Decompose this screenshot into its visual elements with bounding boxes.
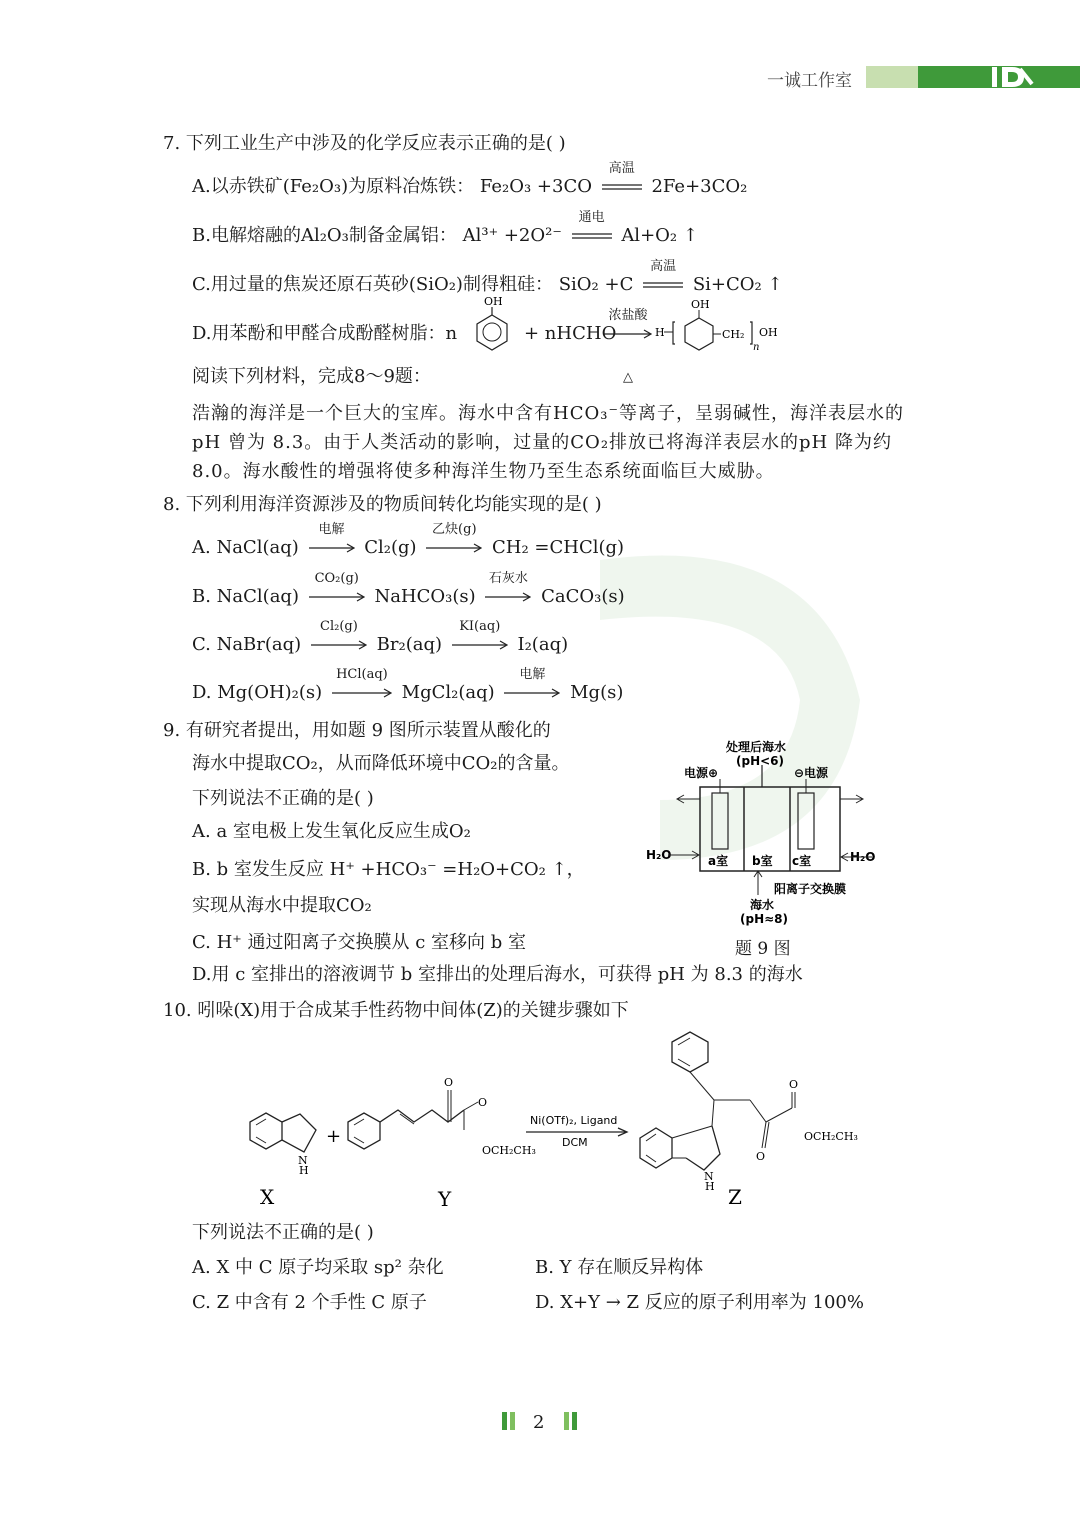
compound-y-structure-icon xyxy=(348,1076,536,1157)
fig-h2o-left: H₂O xyxy=(646,848,672,862)
q10-option-a: A. X 中 C 原子均采取 sp² 杂化 xyxy=(192,1257,444,1278)
label-z: Z xyxy=(728,1185,742,1209)
header-bar-light xyxy=(866,66,920,88)
page-bar-left-2 xyxy=(510,1412,515,1430)
q7-d-text: D.用苯酚和甲醛合成酚醛树脂：n xyxy=(192,323,458,344)
y-ester-label: OCH₂CH₃ xyxy=(482,1144,536,1157)
q7-a-left: Fe₂O₃ +3CO xyxy=(479,176,592,197)
q8-a-end: CH₂ =CHCl(g) xyxy=(492,537,625,558)
fig-power-left: 电源⊕ xyxy=(684,766,719,780)
q8-d-arrow-2 xyxy=(504,667,560,698)
q8-a-mid: Cl₂(g) xyxy=(364,537,417,558)
fig-power-right: ⊖电源 xyxy=(794,766,829,780)
studio-logo-icon xyxy=(990,64,1036,90)
fig-membrane-label: 阳离子交换膜 xyxy=(774,882,847,896)
q7-d-mid: + nHCHO xyxy=(524,323,617,344)
fig-h2o-right: H₂O xyxy=(850,850,876,864)
q7-c-right: Si+CO₂ ↑ xyxy=(692,274,783,295)
q8-d-start: D. Mg(OH)₂(s) xyxy=(192,682,323,703)
q8-a-arrow-1 xyxy=(309,522,355,553)
q7-a-text: A.以赤铁矿(Fe₂O₃)为原料冶炼铁： xyxy=(192,176,475,197)
fig-9-caption: 题 9 图 xyxy=(735,939,791,959)
q7-option-c xyxy=(192,259,783,295)
page-bar-right-2 xyxy=(572,1412,577,1430)
q7-c-left: SiO₂ +C xyxy=(558,274,634,295)
plus-sign: + xyxy=(326,1126,342,1147)
q8-c-arrow-1 xyxy=(311,619,367,650)
fig-top-label-2: (pH<6) xyxy=(736,754,785,768)
reading-intro: 阅读下列材料，完成8～9题： xyxy=(192,366,431,387)
reading-line-1: 浩瀚的海洋是一个巨大的宝库。海水中含有HCO₃⁻等离子，呈弱碱性，海洋表层水的 xyxy=(192,403,904,424)
page-number: 2 xyxy=(533,1412,545,1433)
q10-ask: 下列说法不正确的是( ) xyxy=(192,1222,374,1243)
q8-b-start: B. NaCl(aq) xyxy=(192,586,299,607)
q8-a-arrow-2 xyxy=(426,522,482,553)
q8-option-c xyxy=(192,619,569,655)
phenolic-resin-structure-icon xyxy=(655,296,785,360)
phenol-structure-icon xyxy=(470,293,514,355)
q8-b-cond-2: 石灰水 xyxy=(488,571,528,586)
z-o-label-2: O xyxy=(789,1078,799,1091)
fig-sea-label-1: 海水 xyxy=(750,898,775,912)
q7-option-b xyxy=(192,210,698,246)
q8-c-cond-1: Cl₂(g) xyxy=(320,619,358,634)
q7-b-condition: 通电 xyxy=(578,210,605,225)
q10-stem: 10. 吲哚(X)用于合成某手性药物中间体(Z)的关键步骤如下 xyxy=(163,1000,629,1021)
q8-c-end: I₂(aq) xyxy=(517,634,569,655)
q8-b-arrow-2 xyxy=(485,571,531,602)
reading-line-3: 8.0。海水酸性的增强将使多种海洋生物乃至生态系统面临巨大威胁。 xyxy=(192,461,775,482)
q7-c-condition-arrow xyxy=(643,259,683,290)
q7-stem: 7. 下列工业生产中涉及的化学反应表示正确的是( ) xyxy=(163,133,566,154)
q8-option-b xyxy=(192,571,625,607)
resin-n-label: n xyxy=(753,342,760,353)
page-bar-right-1 xyxy=(564,1412,569,1430)
q9-line-3: 下列说法不正确的是( ) xyxy=(192,788,374,809)
q8-d-cond-1: HCl(aq) xyxy=(336,667,388,682)
x-n-label: N xyxy=(298,1154,308,1167)
q7-b-condition-arrow xyxy=(572,210,612,241)
q7-c-condition: 高温 xyxy=(650,259,677,274)
reading-line-2: pH 曾为 8.3。由于人类活动的影响，过量的CO₂排放已将海洋表层水的pH 降为约 xyxy=(192,432,892,453)
q10-option-d: D. X+Y → Z 反应的原子利用率为 100% xyxy=(535,1292,864,1313)
q9-line-1: 9. 有研究者提出，用如题 9 图所示装置从酸化的 xyxy=(163,720,551,741)
q7-a-condition: 高温 xyxy=(608,161,635,176)
fig-room-c: c室 xyxy=(792,854,812,868)
label-y: Y xyxy=(438,1187,452,1210)
q10-option-c: C. Z 中含有 2 个手性 C 原子 xyxy=(192,1292,427,1313)
q8-a-start: A. NaCl(aq) xyxy=(192,537,299,558)
q8-b-mid: NaHCO₃(s) xyxy=(374,586,476,607)
compound-z-structure-icon xyxy=(640,1032,858,1193)
q9-option-d: D.用 c 室排出的溶液调节 b 室排出的处理后海水，可获得 pH 为 8.3 的海水 xyxy=(192,964,803,985)
q7-d-condition-heat: △ xyxy=(623,370,633,385)
q10-reaction-scheme xyxy=(220,1030,870,1210)
q7-option-d xyxy=(192,325,457,343)
reagent-label-1: Ni(OTf)₂, Ligand xyxy=(530,1114,618,1127)
q7-a-right: 2Fe+3CO₂ xyxy=(651,176,748,197)
electrolysis-apparatus-diagram xyxy=(640,735,890,930)
q7-a-condition-arrow xyxy=(602,161,642,192)
resin-h-label: H xyxy=(655,326,665,339)
studio-name: 一诚工作室 xyxy=(767,71,852,91)
x-h-label: H xyxy=(299,1164,309,1177)
q8-b-arrow-1 xyxy=(309,571,365,602)
q10-option-b: B. Y 存在顺反异构体 xyxy=(535,1257,704,1278)
indoline-structure-icon xyxy=(250,1113,316,1177)
z-n-label: N xyxy=(704,1170,714,1183)
q9-option-b-cont: 实现从海水中提取CO₂ xyxy=(192,895,372,916)
q9-option-c: C. H⁺ 通过阳离子交换膜从 c 室移向 b 室 xyxy=(192,932,526,953)
z-ester-label: OCH₂CH₃ xyxy=(804,1130,858,1143)
q8-b-end: CaCO₃(s) xyxy=(541,586,625,607)
fig-top-label-1: 处理后海水 xyxy=(726,740,787,754)
q7-b-text: B.电解熔融的Al₂O₃制备金属铝： xyxy=(192,225,457,246)
q8-d-mid: MgCl₂(aq) xyxy=(401,682,495,703)
q9-option-b: B. b 室发生反应 H⁺ +HCO₃⁻ =H₂O+CO₂ ↑， xyxy=(192,859,585,880)
q9-option-a: A. a 室电极上发生氧化反应生成O₂ xyxy=(192,821,471,842)
z-o-label-1: O xyxy=(756,1150,766,1163)
q7-b-left: Al³⁺ +2O²⁻ xyxy=(462,225,562,246)
q8-c-mid: Br₂(aq) xyxy=(376,634,443,655)
resin-oh-end-label: OH xyxy=(759,326,778,339)
resin-oh-label: OH xyxy=(691,298,710,311)
y-o-label-1: O xyxy=(444,1076,454,1089)
q7-c-text: C.用过量的焦炭还原石英砂(SiO₂)制得粗硅： xyxy=(192,274,553,295)
q8-d-end: Mg(s) xyxy=(570,682,624,703)
resin-ch2-label: CH₂ xyxy=(722,328,745,341)
q8-d-arrow-1 xyxy=(332,667,392,698)
q7-d-arrow xyxy=(604,308,652,385)
fig-room-a: a室 xyxy=(708,854,729,868)
q8-a-cond-1: 电解 xyxy=(318,522,345,537)
label-x: X xyxy=(260,1185,275,1209)
fig-sea-label-2: (pH≈8) xyxy=(740,912,789,926)
q8-d-cond-2: 电解 xyxy=(519,667,546,682)
q8-stem: 8. 下列利用海洋资源涉及的物质间转化均能实现的是( ) xyxy=(163,494,602,515)
q8-c-start: C. NaBr(aq) xyxy=(192,634,302,655)
q7-b-right: Al+O₂ ↑ xyxy=(621,225,698,246)
z-h-label: H xyxy=(705,1180,715,1193)
fig-room-b: b室 xyxy=(752,854,773,868)
page-bar-left-1 xyxy=(502,1412,507,1430)
q8-option-d xyxy=(192,667,624,703)
q8-a-cond-2: 乙炔(g) xyxy=(432,522,477,537)
q8-option-a xyxy=(192,522,625,558)
y-o-label-2: O xyxy=(478,1096,488,1109)
q8-b-cond-1: CO₂(g) xyxy=(314,571,359,586)
q7-option-a xyxy=(192,161,748,197)
reagent-label-2: DCM xyxy=(562,1136,588,1149)
q9-line-2: 海水中提取CO₂，从而降低环境中CO₂的含量。 xyxy=(192,753,570,774)
phenol-oh-label: OH xyxy=(484,295,503,308)
q8-c-cond-2: KI(aq) xyxy=(459,619,501,634)
q7-d-condition: 浓盐酸 xyxy=(608,308,648,323)
q8-c-arrow-2 xyxy=(452,619,508,650)
